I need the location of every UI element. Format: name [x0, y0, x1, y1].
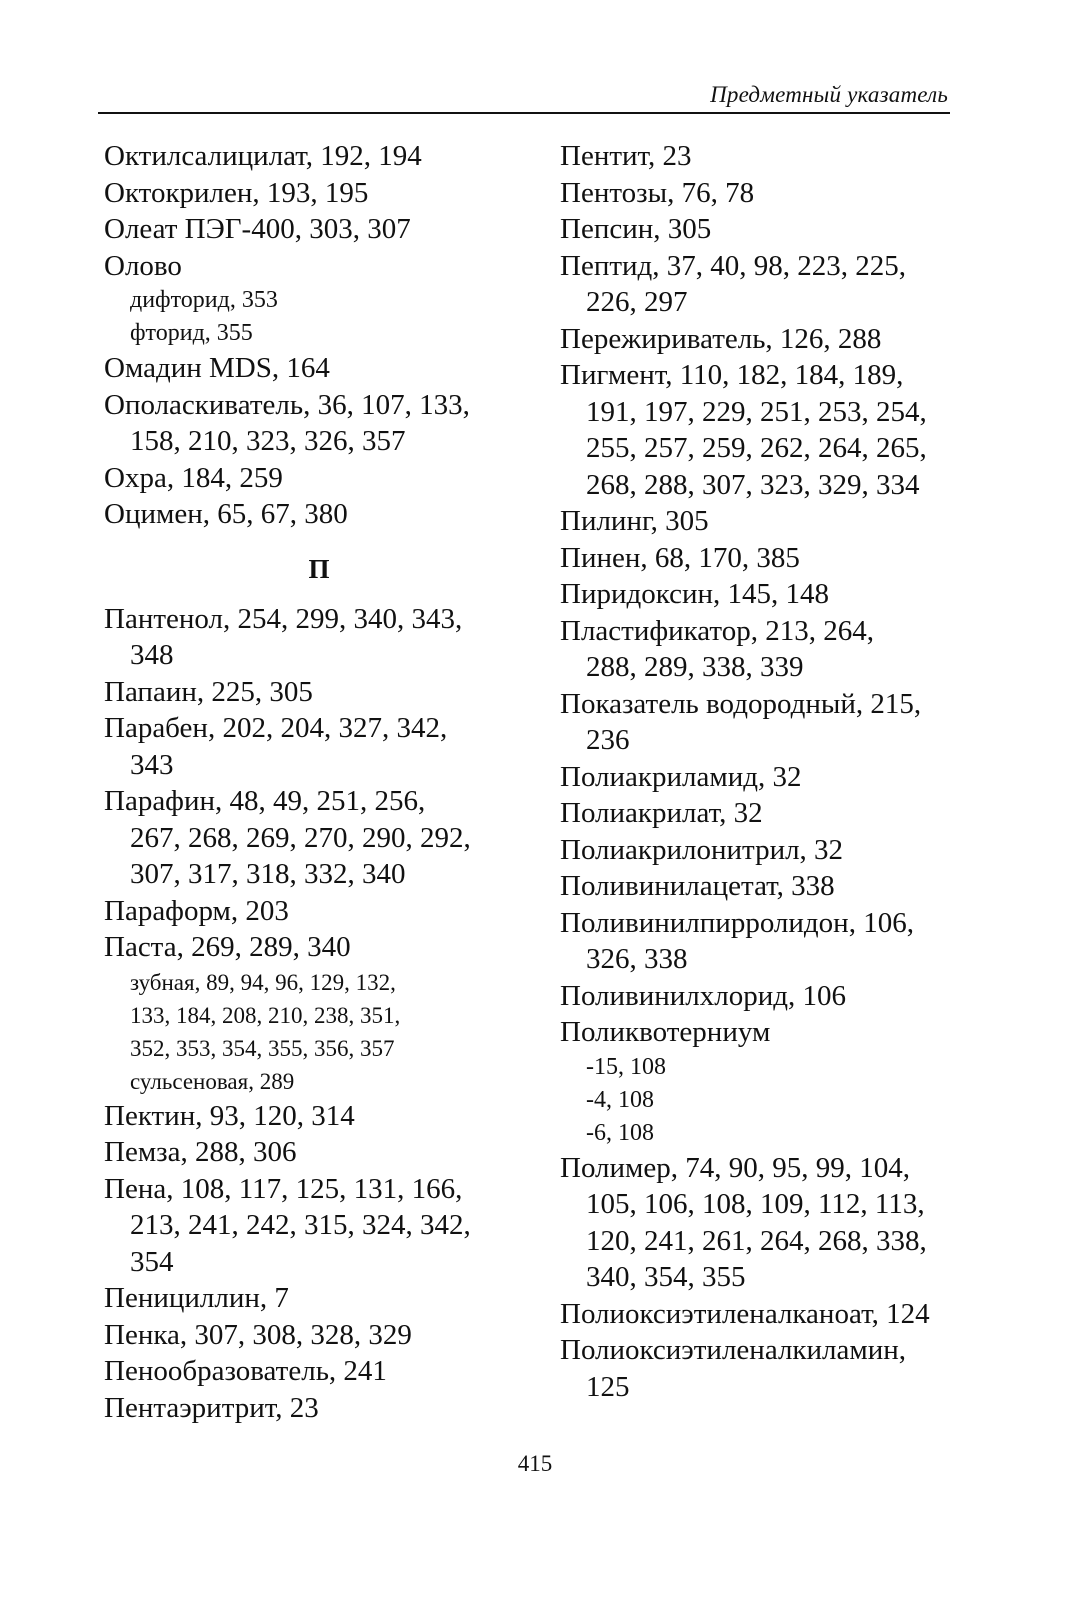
- index-entry: Пластификатор, 213, 264,: [560, 614, 874, 647]
- index-entry-continuation: 268, 288, 307, 323, 329, 334: [586, 468, 920, 501]
- index-entry: Пентаэритрит, 23: [104, 1391, 319, 1424]
- index-entry: Пемза, 288, 306: [104, 1136, 297, 1168]
- index-subentry: -6, 108: [586, 1119, 654, 1146]
- index-entry: Охра, 184, 259: [104, 461, 283, 494]
- index-entry: Пептид, 37, 40, 98, 223, 225,: [560, 249, 907, 282]
- left-column: [104, 138, 534, 1426]
- running-header-title: Предметный указатель: [710, 82, 948, 107]
- index-subentry: фторид, 355: [130, 320, 253, 346]
- index-entry: Полиакрилонитрил, 32: [560, 833, 844, 866]
- index-entry-continuation: 120, 241, 261, 264, 268, 338,: [586, 1224, 927, 1257]
- index-entry: Пепсин, 305: [560, 213, 712, 245]
- index-subentry: дифторид, 353: [130, 287, 278, 313]
- index-entry: Пигмент, 110, 182, 184, 189,: [560, 359, 904, 391]
- section-letter: П: [308, 553, 330, 584]
- index-entry: Поливинилхлорид, 106: [560, 979, 847, 1012]
- index-entry: Полимер, 74, 90, 95, 99, 104,: [560, 1151, 911, 1184]
- running-header: [98, 78, 950, 114]
- index-entry-continuation: 354: [130, 1245, 174, 1278]
- index-entry: Пиридоксин, 145, 148: [560, 578, 830, 610]
- index-entry-continuation: 213, 241, 242, 315, 324, 342,: [130, 1209, 471, 1241]
- index-section-o: [104, 138, 534, 533]
- index-entry-continuation: 340, 354, 355: [586, 1261, 746, 1293]
- index-entry: Полиакрилат, 32: [560, 797, 763, 829]
- index-entry-continuation: 348: [130, 639, 174, 671]
- index-entry: Поливинилацетат, 338: [560, 870, 835, 902]
- index-subentry: 352, 353, 354, 355, 356, 357: [130, 1035, 395, 1061]
- index-entry: Полиоксиэтиленалканоат, 124: [560, 1297, 930, 1330]
- index-entry: Пентит, 23: [560, 140, 692, 172]
- index-entry-continuation: 307, 317, 318, 332, 340: [130, 858, 406, 890]
- index-entry: Оцимен, 65, 67, 380: [104, 498, 348, 530]
- index-entry: Пектин, 93, 120, 314: [104, 1099, 355, 1132]
- index-entry-continuation: 125: [586, 1370, 630, 1403]
- index-entry: Пентозы, 76, 78: [560, 176, 755, 209]
- index-entry: Параформ, 203: [104, 894, 289, 927]
- index-entry: Поликвотерниум: [560, 1016, 771, 1048]
- index-entry: Пенициллин, 7: [104, 1282, 289, 1314]
- index-entry: Показатель водородный, 215,: [560, 687, 922, 720]
- index-entry: Пережириватель, 126, 288: [560, 322, 882, 355]
- index-entry: Олеат ПЭГ-400, 303, 307: [104, 213, 411, 245]
- index-entry-continuation: 255, 257, 259, 262, 264, 265,: [586, 432, 927, 464]
- index-entry-continuation: 236: [586, 724, 630, 756]
- index-entry: Пилинг, 305: [560, 505, 709, 537]
- index-entry: Пенка, 307, 308, 328, 329: [104, 1318, 412, 1351]
- index-subentry: сульсеновая, 289: [130, 1068, 295, 1094]
- index-entry: Олово: [104, 249, 182, 282]
- index-entry: Октилсалицилат, 192, 194: [104, 140, 422, 172]
- index-subentry: -4, 108: [586, 1086, 654, 1113]
- index-entry: Пенообразователь, 241: [104, 1355, 387, 1387]
- index-entry: Паста, 269, 289, 340: [104, 931, 351, 963]
- index-entry: Октокрилен, 193, 195: [104, 176, 369, 209]
- index-entry-continuation: 226, 297: [586, 286, 688, 318]
- index-entry: Пинен, 68, 170, 385: [560, 541, 800, 574]
- index-entry: Поливинилпирролидон, 106,: [560, 906, 914, 939]
- right-column: [560, 138, 960, 1405]
- index-entry-continuation: 191, 197, 229, 251, 253, 254,: [586, 395, 927, 428]
- index-entry-continuation: 267, 268, 269, 270, 290, 292,: [130, 821, 471, 854]
- index-section-p: [104, 601, 534, 1427]
- index-entry-continuation: 343: [130, 748, 174, 781]
- index-entry: Пена, 108, 117, 125, 131, 166,: [104, 1172, 463, 1205]
- index-entry-continuation: 158, 210, 323, 326, 357: [130, 425, 406, 457]
- index-entry-continuation: 288, 289, 338, 339: [586, 651, 804, 683]
- index-section-p-continued: [560, 138, 960, 1405]
- index-entry: Полиоксиэтиленалкиламин,: [560, 1334, 907, 1366]
- index-entry: Омадин MDS, 164: [104, 352, 330, 384]
- index-subentry: 133, 184, 208, 210, 238, 351,: [130, 1002, 401, 1028]
- index-entry-continuation: 105, 106, 108, 109, 112, 113,: [586, 1188, 925, 1220]
- index-entry: Папаин, 225, 305: [104, 675, 313, 708]
- index-subentry: -15, 108: [586, 1053, 666, 1080]
- index-entry: Ополаскиватель, 36, 107, 133,: [104, 388, 470, 421]
- index-entry: Парабен, 202, 204, 327, 342,: [104, 712, 448, 744]
- page-number: 415: [517, 1451, 553, 1476]
- index-entry: Парафин, 48, 49, 251, 256,: [104, 785, 426, 817]
- index-entry: Пантенол, 254, 299, 340, 343,: [104, 602, 463, 635]
- index-subentry: зубная, 89, 94, 96, 129, 132,: [130, 969, 396, 995]
- index-entry: Полиакриламид, 32: [560, 760, 802, 793]
- index-entry-continuation: 326, 338: [586, 943, 688, 975]
